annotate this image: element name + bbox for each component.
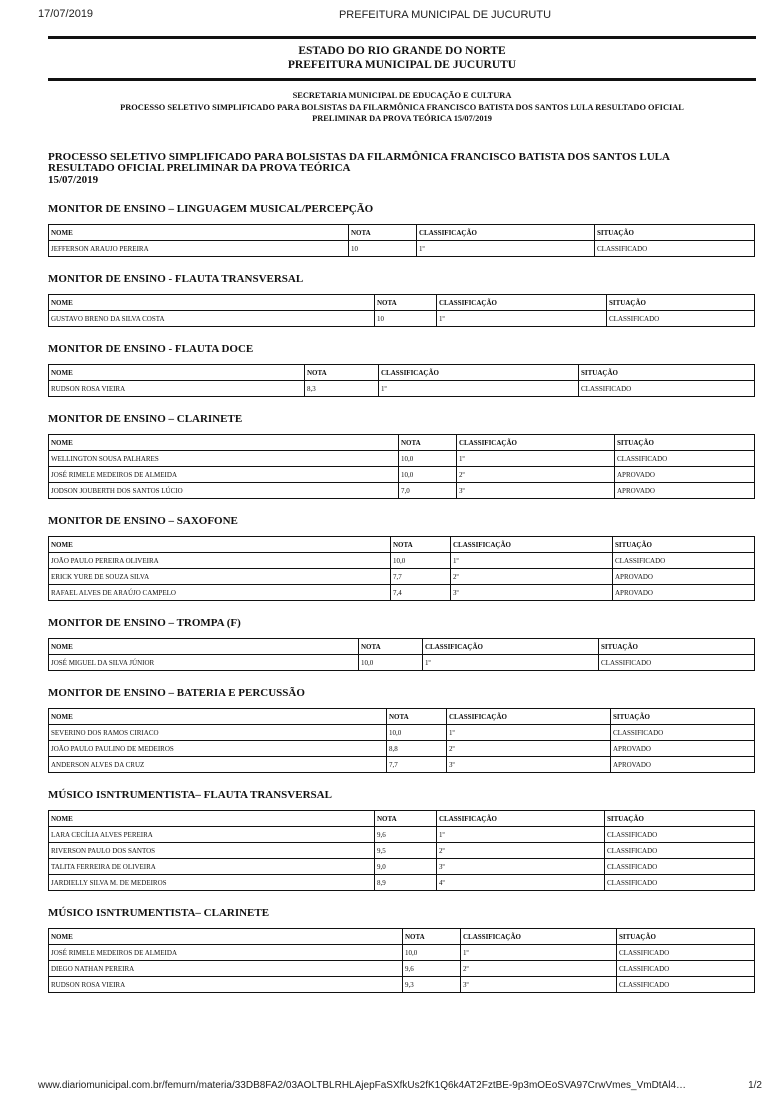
table-row xyxy=(49,961,755,977)
results-table xyxy=(48,434,755,499)
print-page-number: 1/2 xyxy=(748,1080,762,1091)
table-row xyxy=(49,241,755,257)
cell-situacao: CLASSIFICADO xyxy=(617,961,755,977)
cell-nota: 7,0 xyxy=(399,483,457,499)
cell-nome: DIEGO NATHAN PEREIRA xyxy=(49,961,403,977)
column-header-situacao: SITUAÇÃO xyxy=(611,709,755,725)
table-row xyxy=(49,585,755,601)
print-date: 17/07/2019 xyxy=(38,8,94,20)
cell-nota: 10,0 xyxy=(391,553,451,569)
cell-situacao: CLASSIFICADO xyxy=(611,725,755,741)
table-row xyxy=(49,827,755,843)
cell-situacao: CLASSIFICADO xyxy=(617,977,755,993)
cell-classificacao: 2º xyxy=(447,741,611,757)
column-header-nota: NOTA xyxy=(305,365,379,381)
cell-nota: 10,0 xyxy=(403,945,461,961)
cell-classificacao: 3º xyxy=(461,977,617,993)
column-header-nome: NOME xyxy=(49,537,391,553)
column-header-classificacao: CLASSIFICAÇÃO xyxy=(437,295,607,311)
table-row xyxy=(49,741,755,757)
cell-nota: 10,0 xyxy=(399,451,457,467)
cell-nome: RUDSON ROSA VIEIRA xyxy=(49,381,305,397)
cell-situacao: APROVADO xyxy=(611,757,755,773)
column-header-nota: NOTA xyxy=(391,537,451,553)
table-header-row xyxy=(49,365,755,381)
cell-nota: 8,9 xyxy=(375,875,437,891)
header-top-rule xyxy=(48,36,756,39)
section-title: MÚSICO ISNTRUMENTISTA– FLAUTA TRANSVERSAL xyxy=(48,789,332,801)
results-table xyxy=(48,536,755,601)
cell-nota: 9,6 xyxy=(403,961,461,977)
cell-classificacao: 2º xyxy=(457,467,615,483)
cell-nome: SEVERINO DOS RAMOS CIRIACO xyxy=(49,725,387,741)
cell-nota: 8,8 xyxy=(387,741,447,757)
main-title-line-2: RESULTADO OFICIAL PRELIMINAR DA PROVA TEÓRICA xyxy=(48,162,351,174)
browser-print-header xyxy=(0,8,768,24)
result-section xyxy=(48,413,756,499)
results-sections xyxy=(48,203,756,993)
cell-situacao: CLASSIFICADO xyxy=(617,945,755,961)
table-header-row xyxy=(49,295,755,311)
column-header-classificacao: CLASSIFICAÇÃO xyxy=(379,365,579,381)
column-header-nome: NOME xyxy=(49,929,403,945)
state-heading xyxy=(48,44,756,72)
secretaria-block xyxy=(48,90,756,125)
column-header-classificacao: CLASSIFICAÇÃO xyxy=(461,929,617,945)
cell-situacao: APROVADO xyxy=(613,569,755,585)
cell-classificacao: 3º xyxy=(457,483,615,499)
result-section xyxy=(48,789,756,891)
result-section xyxy=(48,343,756,397)
results-table xyxy=(48,928,755,993)
cell-situacao: APROVADO xyxy=(615,483,755,499)
cell-classificacao: 1º xyxy=(379,381,579,397)
table-header-row xyxy=(49,929,755,945)
cell-nome: JOSÉ RIMELE MEDEIROS DE ALMEIDA xyxy=(49,467,399,483)
cell-situacao: CLASSIFICADO xyxy=(599,655,755,671)
cell-classificacao: 1º xyxy=(423,655,599,671)
table-row xyxy=(49,569,755,585)
main-title-line-1: PROCESSO SELETIVO SIMPLIFICADO PARA BOLSISTAS DA FILARMÔNICA FRANCISCO BATISTA DOS SANTOS LULA xyxy=(48,150,670,163)
cell-classificacao: 1º xyxy=(461,945,617,961)
cell-nota: 9,6 xyxy=(375,827,437,843)
table-header-row xyxy=(49,435,755,451)
column-header-nota: NOTA xyxy=(375,295,437,311)
column-header-nome: NOME xyxy=(49,435,399,451)
table-row xyxy=(49,875,755,891)
cell-situacao: APROVADO xyxy=(615,467,755,483)
column-header-situacao: SITUAÇÃO xyxy=(579,365,755,381)
cell-situacao: CLASSIFICADO xyxy=(605,859,755,875)
document-body xyxy=(48,36,756,993)
column-header-nome: NOME xyxy=(49,225,349,241)
column-header-situacao: SITUAÇÃO xyxy=(617,929,755,945)
main-title xyxy=(48,152,738,187)
column-header-classificacao: CLASSIFICAÇÃO xyxy=(457,435,615,451)
cell-situacao: CLASSIFICADO xyxy=(595,241,755,257)
column-header-nota: NOTA xyxy=(387,709,447,725)
section-title: MÚSICO ISNTRUMENTISTA– CLARINETE xyxy=(48,907,270,919)
table-header-row xyxy=(49,811,755,827)
cell-situacao: CLASSIFICADO xyxy=(579,381,755,397)
table-row xyxy=(49,757,755,773)
column-header-nota: NOTA xyxy=(375,811,437,827)
cell-situacao: APROVADO xyxy=(611,741,755,757)
result-section xyxy=(48,617,756,671)
cell-nome: JOÃO PAULO PAULINO DE MEDEIROS xyxy=(49,741,387,757)
cell-nome: RUDSON ROSA VIEIRA xyxy=(49,977,403,993)
cell-nome: JOÃO PAULO PEREIRA OLIVEIRA xyxy=(49,553,391,569)
column-header-nome: NOME xyxy=(49,709,387,725)
results-table xyxy=(48,294,755,327)
state-name: ESTADO DO RIO GRANDE DO NORTE xyxy=(298,45,506,57)
column-header-situacao: SITUAÇÃO xyxy=(605,811,755,827)
cell-nota: 8,3 xyxy=(305,381,379,397)
column-header-situacao: SITUAÇÃO xyxy=(599,639,755,655)
column-header-classificacao: CLASSIFICAÇÃO xyxy=(447,709,611,725)
section-title: MONITOR DE ENSINO - FLAUTA TRANSVERSAL xyxy=(48,273,304,285)
section-title: MONITOR DE ENSINO – LINGUAGEM MUSICAL/PERCEPÇÃO xyxy=(48,203,374,215)
cell-nota: 10 xyxy=(349,241,417,257)
processo-line-2: PRELIMINAR DA PROVA TEÓRICA 15/07/2019 xyxy=(312,114,492,123)
table-row xyxy=(49,945,755,961)
cell-situacao: CLASSIFICADO xyxy=(605,875,755,891)
table-header-row xyxy=(49,225,755,241)
cell-nota: 9,5 xyxy=(375,843,437,859)
cell-nome: TALITA FERREIRA DE OLIVEIRA xyxy=(49,859,375,875)
cell-situacao: CLASSIFICADO xyxy=(605,827,755,843)
column-header-nome: NOME xyxy=(49,365,305,381)
cell-nota: 10,0 xyxy=(387,725,447,741)
result-section xyxy=(48,907,756,993)
cell-nome: RAFAEL ALVES DE ARAÚJO CAMPELO xyxy=(49,585,391,601)
cell-nome: RIVERSON PAULO DOS SANTOS xyxy=(49,843,375,859)
cell-nome: JARDIELLY SILVA M. DE MEDEIROS xyxy=(49,875,375,891)
cell-nome: LARA CECÍLIA ALVES PEREIRA xyxy=(49,827,375,843)
cell-classificacao: 1º xyxy=(447,725,611,741)
column-header-classificacao: CLASSIFICAÇÃO xyxy=(423,639,599,655)
table-row xyxy=(49,451,755,467)
cell-nome: ERICK YURE DE SOUZA SILVA xyxy=(49,569,391,585)
cell-nome: JODSON JOUBERTH DOS SANTOS LÚCIO xyxy=(49,483,399,499)
cell-classificacao: 1º xyxy=(451,553,613,569)
column-header-classificacao: CLASSIFICAÇÃO xyxy=(417,225,595,241)
section-title: MONITOR DE ENSINO – BATERIA E PERCUSSÃO xyxy=(48,687,305,699)
cell-situacao: CLASSIFICADO xyxy=(615,451,755,467)
browser-print-footer xyxy=(0,1080,768,1094)
table-header-row xyxy=(49,709,755,725)
section-title: MONITOR DE ENSINO - FLAUTA DOCE xyxy=(48,343,254,355)
cell-classificacao: 2º xyxy=(451,569,613,585)
column-header-nome: NOME xyxy=(49,295,375,311)
cell-classificacao: 1º xyxy=(417,241,595,257)
cell-classificacao: 2º xyxy=(437,843,605,859)
column-header-nome: NOME xyxy=(49,639,359,655)
results-table xyxy=(48,638,755,671)
section-title: MONITOR DE ENSINO – CLARINETE xyxy=(48,413,243,425)
cell-nome: GUSTAVO BRENO DA SILVA COSTA xyxy=(49,311,375,327)
table-row xyxy=(49,553,755,569)
table-header-row xyxy=(49,537,755,553)
results-table xyxy=(48,810,755,891)
cell-classificacao: 1º xyxy=(437,311,607,327)
section-title: MONITOR DE ENSINO – SAXOFONE xyxy=(48,515,238,527)
cell-classificacao: 1º xyxy=(457,451,615,467)
cell-nome: JEFFERSON ARAUJO PEREIRA xyxy=(49,241,349,257)
cell-classificacao: 4º xyxy=(437,875,605,891)
column-header-situacao: SITUAÇÃO xyxy=(595,225,755,241)
table-row xyxy=(49,381,755,397)
table-row xyxy=(49,467,755,483)
cell-nome: WELLINGTON SOUSA PALHARES xyxy=(49,451,399,467)
cell-classificacao: 3º xyxy=(447,757,611,773)
secretaria-name: SECRETARIA MUNICIPAL DE EDUCAÇÃO E CULTURA xyxy=(292,91,512,100)
column-header-situacao: SITUAÇÃO xyxy=(615,435,755,451)
cell-nota: 10,0 xyxy=(359,655,423,671)
cell-classificacao: 3º xyxy=(451,585,613,601)
column-header-nota: NOTA xyxy=(399,435,457,451)
table-row xyxy=(49,655,755,671)
column-header-nota: NOTA xyxy=(349,225,417,241)
table-row xyxy=(49,859,755,875)
result-section xyxy=(48,687,756,773)
result-section xyxy=(48,273,756,327)
result-section xyxy=(48,515,756,601)
cell-classificacao: 3º xyxy=(437,859,605,875)
cell-situacao: CLASSIFICADO xyxy=(613,553,755,569)
table-row xyxy=(49,843,755,859)
column-header-nome: NOME xyxy=(49,811,375,827)
table-row xyxy=(49,483,755,499)
cell-situacao: CLASSIFICADO xyxy=(607,311,755,327)
cell-nome: JOSÉ MIGUEL DA SILVA JÚNIOR xyxy=(49,655,359,671)
column-header-nota: NOTA xyxy=(359,639,423,655)
cell-classificacao: 1º xyxy=(437,827,605,843)
print-url: www.diariomunicipal.com.br/femurn/materia/33DB8FA2/03AOLTBLRHLAjepFaSXfkUs2fK1Q6k4AT2FztBE-9p3mOEoSVA97CrwVmes_VmDtAl4… xyxy=(38,1080,687,1091)
table-row xyxy=(49,311,755,327)
cell-nota: 7,4 xyxy=(391,585,451,601)
result-section xyxy=(48,203,756,257)
column-header-classificacao: CLASSIFICAÇÃO xyxy=(437,811,605,827)
cell-nota: 9,3 xyxy=(403,977,461,993)
cell-nota: 7,7 xyxy=(391,569,451,585)
cell-nome: JOSÉ RIMELE MEDEIROS DE ALMEIDA xyxy=(49,945,403,961)
section-title: MONITOR DE ENSINO – TROMPA (F) xyxy=(48,617,241,629)
cell-classificacao: 2º xyxy=(461,961,617,977)
table-header-row xyxy=(49,639,755,655)
main-title-date: 15/07/2019 xyxy=(48,173,99,186)
column-header-situacao: SITUAÇÃO xyxy=(607,295,755,311)
table-row xyxy=(49,977,755,993)
cell-situacao: APROVADO xyxy=(613,585,755,601)
results-table xyxy=(48,224,755,257)
column-header-nota: NOTA xyxy=(403,929,461,945)
results-table xyxy=(48,364,755,397)
processo-line-1: PROCESSO SELETIVO SIMPLIFICADO PARA BOLSISTAS DA FILARMÔNICA FRANCISCO BATISTA DOS SANTOS LULA RESULTADO OFICIAL xyxy=(120,102,684,112)
column-header-situacao: SITUAÇÃO xyxy=(613,537,755,553)
prefeitura-name: PREFEITURA MUNICIPAL DE JUCURUTU xyxy=(287,59,517,71)
table-row xyxy=(49,725,755,741)
cell-nome: ANDERSON ALVES DA CRUZ xyxy=(49,757,387,773)
cell-situacao: CLASSIFICADO xyxy=(605,843,755,859)
cell-nota: 7,7 xyxy=(387,757,447,773)
cell-nota: 10 xyxy=(375,311,437,327)
cell-nota: 10,0 xyxy=(399,467,457,483)
header-bottom-rule xyxy=(48,78,756,81)
print-page-title: PREFEITURA MUNICIPAL DE JUCURUTU xyxy=(338,9,552,21)
column-header-classificacao: CLASSIFICAÇÃO xyxy=(451,537,613,553)
results-table xyxy=(48,708,755,773)
cell-nota: 9,0 xyxy=(375,859,437,875)
